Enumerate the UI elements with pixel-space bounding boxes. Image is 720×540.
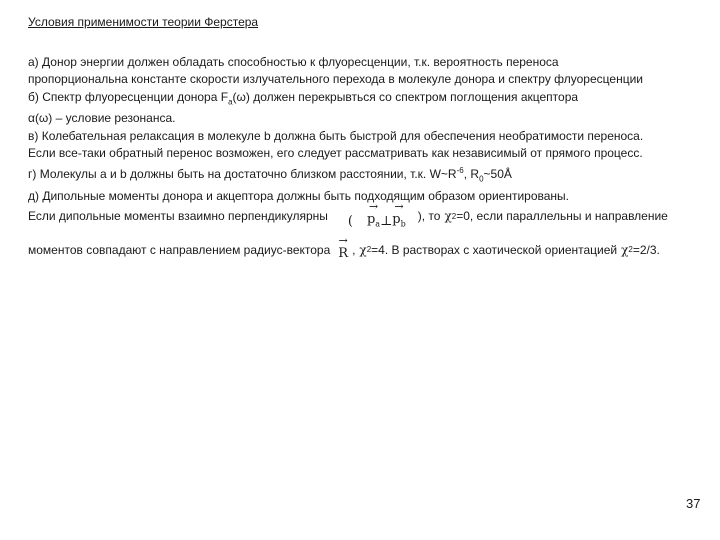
chi-symbol-2: χ <box>359 242 367 257</box>
chi-symbol-3: χ <box>621 242 629 257</box>
parallel-result-text: =4. В растворах с хаотической ориентацией <box>371 242 618 257</box>
condition-a-line-2: пропорциональна константе скорости излучательного перехода в молекуле донора и спектру флуоресценции <box>28 72 643 87</box>
perpendicular-result-pre: ), то <box>417 209 441 224</box>
parallel-dipoles-row <box>28 238 660 261</box>
dipole-vector-b <box>392 204 405 229</box>
condition-e-line: д) Дипольные моменты донора и акцептора должны быть подходящим образом ориентированы. <box>28 188 569 203</box>
condition-c-line-1: в) Колебательная релаксация в молекуле b должна быть быстрой для обеспечения необратимости переноса. <box>28 128 644 143</box>
radius-vector <box>338 238 348 261</box>
radius-vector-formula <box>338 238 348 261</box>
chi-exponent-2: 2 <box>366 245 372 254</box>
random-orientation-result: =2/3. <box>632 242 660 257</box>
donor-subscript: a <box>228 96 233 106</box>
perpendicular-formula <box>348 204 406 229</box>
chi-symbol-1: χ <box>444 209 452 224</box>
condition-a-line-1: а) Донор энергии должен обладать способностью к флуоресценции, т.к. вероятность переноса <box>28 55 559 69</box>
chi-exponent-1: 2 <box>451 211 457 221</box>
condition-d-end: ~50Å <box>483 167 512 182</box>
dipole-a-subscript: a <box>375 219 381 229</box>
r0-subscript: 0 <box>479 174 484 184</box>
condition-b-text: б) Спектр флуоресценции донора F <box>28 89 229 104</box>
perpendicular-text: Если дипольные моменты взаимно перпендикулярны <box>28 209 328 224</box>
parallel-comma: , <box>352 242 356 257</box>
condition-c-line-2: Если все-таки обратный перенос возможен, его следует рассматривать как независимый от прямого процесс. <box>28 145 643 160</box>
perpendicular-dipoles-row <box>28 204 668 229</box>
condition-b-line-2: α(ω) – условие резонанса. <box>28 111 176 126</box>
formula-paren-open: ( <box>347 213 353 229</box>
parallel-text: моментов совпадают с направлением радиус-вектора <box>28 242 331 257</box>
dipole-a-symbol: p <box>366 212 376 227</box>
dipole-b-symbol: p <box>392 212 401 227</box>
dipole-b-subscript: b <box>400 219 406 229</box>
condition-d-line <box>28 162 708 188</box>
conditions-list <box>28 54 708 205</box>
radius-symbol: R <box>338 246 349 261</box>
distance-exponent: -6 <box>456 166 464 176</box>
condition-d-text: г) Молекулы a и b должны быть на достаточно близком расстоянии, т.к. W~R <box>28 167 457 182</box>
perpendicular-result-text: =0, если параллельны и направление <box>456 209 668 224</box>
slide-title: Условия применимости теории Ферстера <box>28 15 259 29</box>
perpendicular-symbol: ⊥ <box>380 213 393 229</box>
dipole-vector-a <box>367 204 380 229</box>
page-number: 37 <box>686 496 701 511</box>
condition-b-rest: (ω) должен перекрывться со спектром поглощения акцептора <box>232 89 579 104</box>
condition-d-mid: , R <box>463 167 480 182</box>
condition-b-line-1 <box>28 89 708 111</box>
chi-exponent-3: 2 <box>628 245 633 254</box>
